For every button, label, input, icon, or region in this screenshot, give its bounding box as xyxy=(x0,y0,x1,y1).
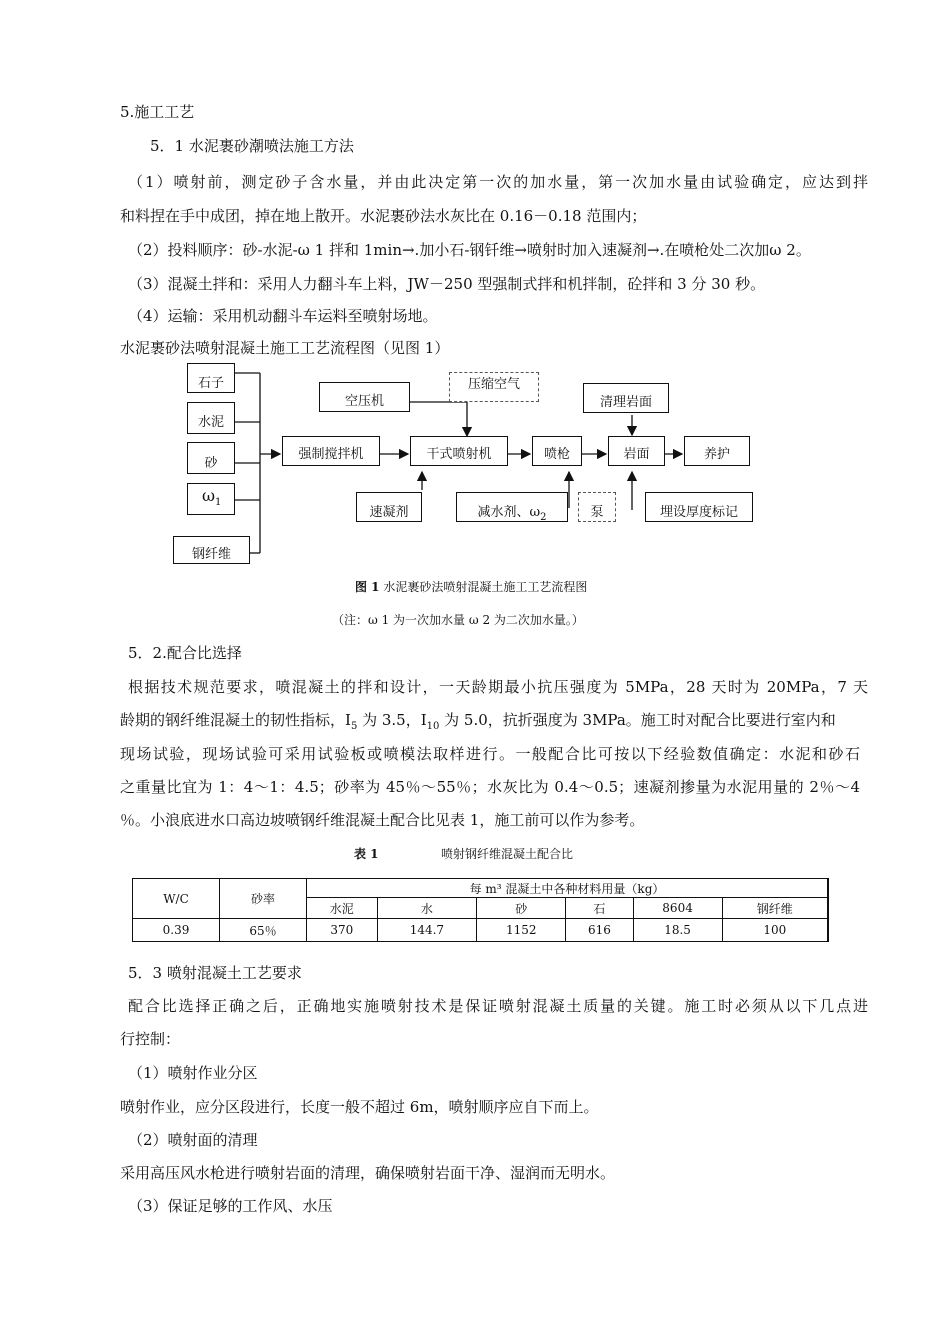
cell-cement: 370 xyxy=(307,919,378,942)
paragraph-line: （3）混凝土拌和：采用人力翻斗车上料，JW－250 型强制式拌和机拌制，砼拌和 3 分 30 秒。 xyxy=(128,275,766,293)
paragraph-line: 根据技术规范要求，喷混凝土的拌和设计，一天龄期最小抗压强度为 5MPa，28 天时为 20MPa，7 天 xyxy=(128,678,868,696)
cell-stone: 616 xyxy=(566,919,633,942)
paragraph-line: 喷射作业，应分区段进行，长度一般不超过 6m，喷射顺序应自下而上。 xyxy=(120,1098,599,1116)
process-flowchart xyxy=(170,360,790,570)
flowchart-intro: 水泥裹砂法喷射混凝土施工工艺流程图（见图 1） xyxy=(120,339,450,357)
header-steel-fiber: 钢纤维 xyxy=(722,898,828,919)
cell-8604: 18.5 xyxy=(633,919,722,942)
node-clean-rock: 清理岩面 xyxy=(583,383,669,413)
node-mixer: 强制搅拌机 xyxy=(282,436,380,466)
paragraph-line: 和料捏在手中成团，掉在地上散开。水泥裹砂法水灰比在 0.16－0.18 范围内； xyxy=(120,207,647,225)
node-pump: 泵 xyxy=(578,492,616,522)
node-omega1: $\omega_1$ xyxy=(187,483,235,515)
section-5-3-title: 5．3 喷射混凝土工艺要求 xyxy=(128,964,302,982)
cell-steel-fiber: 100 xyxy=(722,919,828,942)
subsection-title: 5．1 水泥裹砂潮喷法施工方法 xyxy=(150,137,354,155)
section-5-2-title: 5．2.配合比选择 xyxy=(128,644,242,662)
paragraph-line: （1）喷射前，测定砂子含水量，并由此决定第一次的加水量，第一次加水量由试验确定，应达到拌 xyxy=(128,173,868,191)
node-nozzle: 喷枪 xyxy=(532,436,582,466)
paragraph-line: 之重量比宜为 1：4～1：4.5；砂率为 45％～55％；水灰比为 0.4～0.5；速凝剂掺量为水泥用量的 2％～4 xyxy=(120,778,860,796)
header-8604: 8604 xyxy=(633,898,722,919)
paragraph-line: 采用高压风水枪进行喷射岩面的清理，确保喷射岩面干净、湿润而无明水。 xyxy=(120,1164,616,1182)
item-heading: （3）保证足够的工作风、水压 xyxy=(128,1197,333,1215)
node-accelerator: 速凝剂 xyxy=(356,492,422,522)
node-steel-fiber: 钢纤维 xyxy=(173,536,250,564)
node-cement: 水泥 xyxy=(187,402,235,434)
item-heading: （1）喷射作业分区 xyxy=(128,1064,258,1082)
header-sand: 砂 xyxy=(477,898,566,919)
item-heading: （2）喷射面的清理 xyxy=(128,1131,258,1149)
node-rock-face: 岩面 xyxy=(608,436,665,466)
paragraph-line: （2）投料顺序：砂-水泥-ω 1 拌和 1min→.加小石-钢钎维→喷射时加入速凝剂→.在喷枪处二次加ω 2。 xyxy=(128,241,811,259)
node-reducer: 减水剂、$\omega_2$ xyxy=(456,492,568,522)
node-compressed-air: 压缩空气 xyxy=(449,372,539,402)
section-title: 5.施工工艺 xyxy=(120,103,195,121)
figure-caption: 图 1 水泥裹砂法喷射混凝土施工工艺流程图 xyxy=(355,580,588,594)
paragraph-line: ％。小浪底进水口高边坡喷钢纤维混凝土配合比见表 1，施工前可以作为参考。 xyxy=(120,811,645,829)
table-row xyxy=(133,919,829,942)
node-dry-sprayer: 干式喷射机 xyxy=(410,436,508,466)
header-sand-ratio: 砂率 xyxy=(220,879,307,919)
header-wc: W/C xyxy=(133,879,220,919)
header-material-group: 每 m³ 混凝土中各种材料用量（kg） xyxy=(307,879,829,898)
cell-sand-ratio: 65％ xyxy=(220,919,307,942)
table-label: 表 1 xyxy=(354,847,379,861)
node-stone: 石子 xyxy=(187,363,235,393)
node-sand: 砂 xyxy=(187,442,235,474)
mix-ratio-table xyxy=(132,878,829,942)
paragraph-line: 配合比选择正确之后，正确地实施喷射技术是保证喷射混凝土质量的关键。施工时必须从以下几点进 xyxy=(128,997,868,1015)
figure-note: （注：ω 1 为一次加水量 ω 2 为二次加水量。） xyxy=(332,613,584,627)
cell-water: 144.7 xyxy=(377,919,477,942)
header-stone: 石 xyxy=(566,898,633,919)
paragraph-line: 现场试验，现场试验可采用试验板或喷模法取样进行。一般配合比可按以下经验数值确定：水泥和砂石 xyxy=(120,745,860,763)
cell-wc: 0.39 xyxy=(133,919,220,942)
paragraph-line: 行控制： xyxy=(120,1030,181,1048)
node-thickness-mark: 埋设厚度标记 xyxy=(645,492,753,522)
header-cement: 水泥 xyxy=(307,898,378,919)
paragraph-line: 龄期的钢纤维混凝土的韧性指标，$I_5$ 为 3.5，$I_{10}$ 为 5.0，抗折强度为 3MPa。施工时对配合比要进行室内和 xyxy=(120,711,836,732)
cell-sand: 1152 xyxy=(477,919,566,942)
table-title: 喷射钢纤维混凝土配合比 xyxy=(441,847,574,861)
header-water: 水 xyxy=(377,898,477,919)
paragraph-line: （4）运输：采用机动翻斗车运料至喷射场地。 xyxy=(128,307,438,325)
node-curing: 养护 xyxy=(684,436,750,466)
node-compressor: 空压机 xyxy=(319,382,410,412)
